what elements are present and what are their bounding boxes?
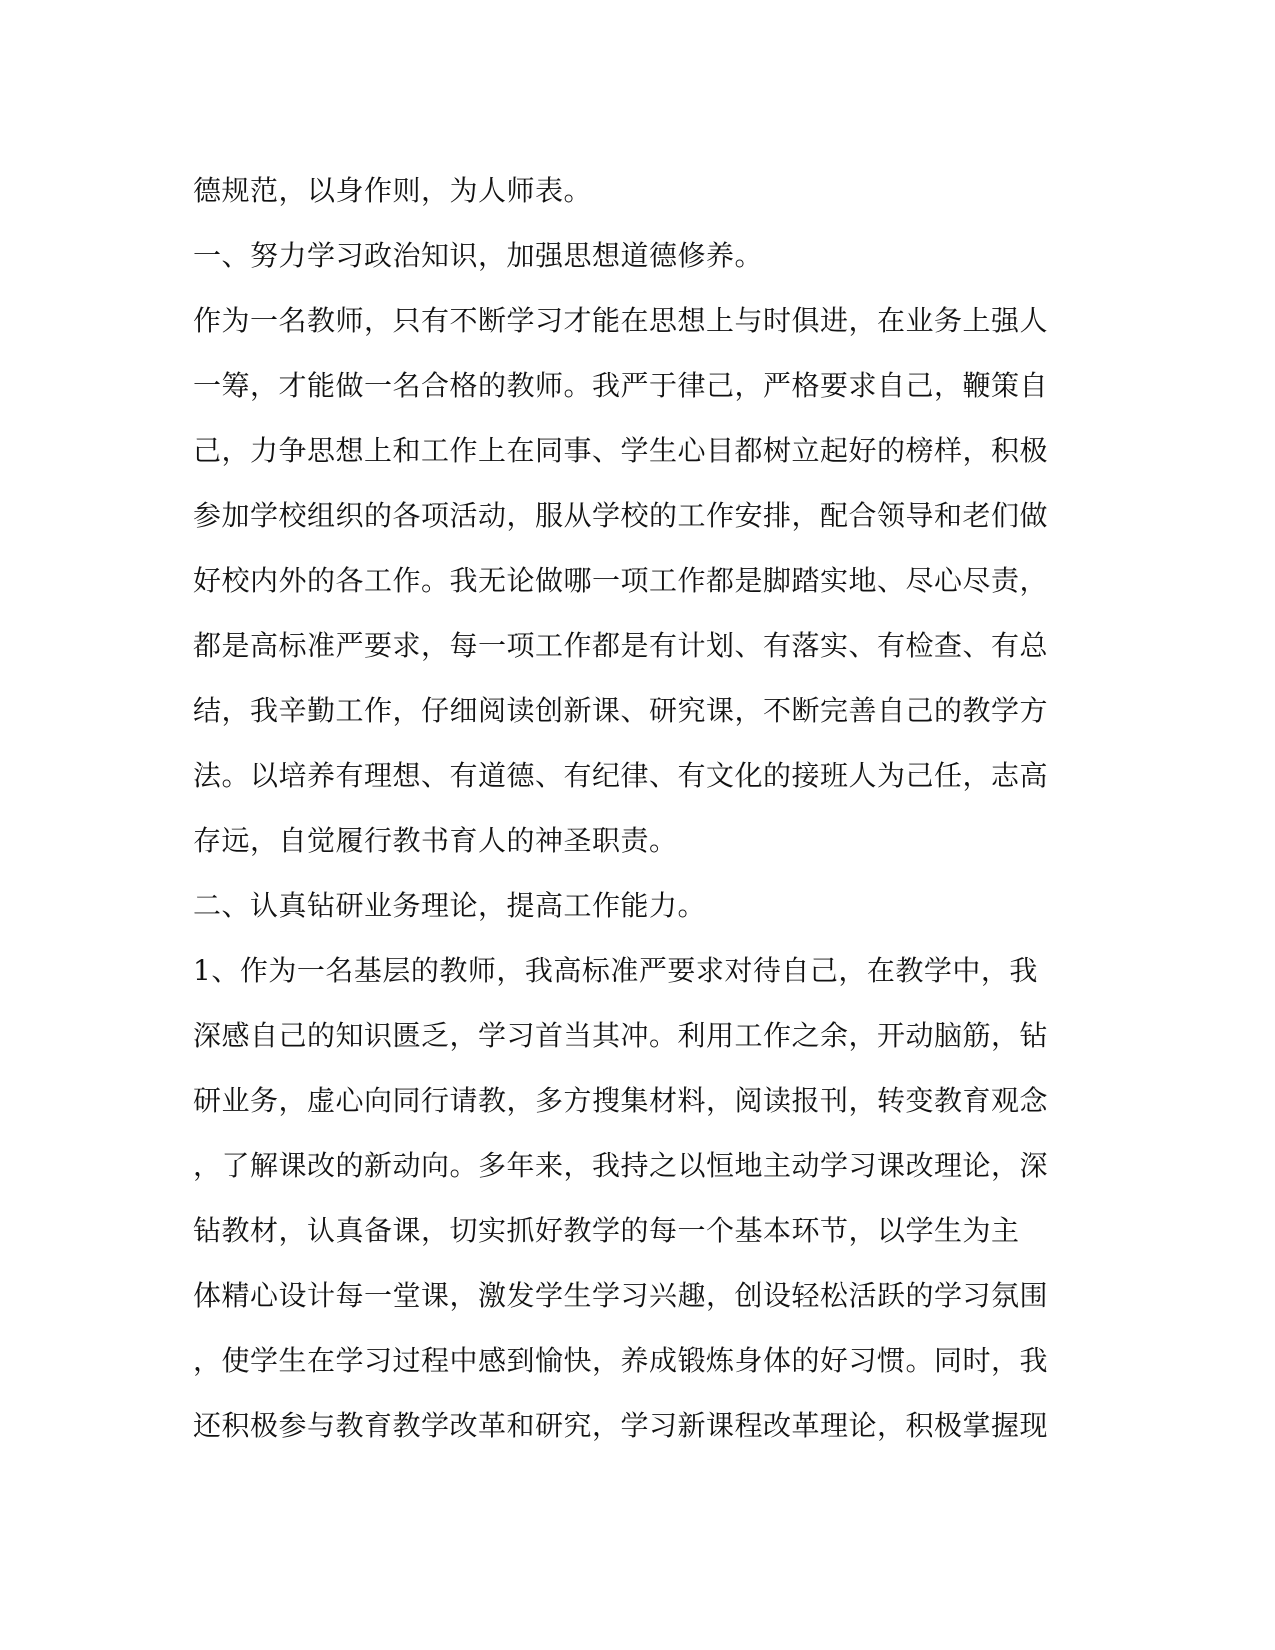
text-line: 深感自己的知识匮乏，学习首当其冲。利用工作之余，开动脑筋，钻	[193, 1019, 1049, 1052]
text-line: 好校内外的各工作。我无论做哪一项工作都是脚踏实地、尽心尽责，	[193, 564, 1049, 597]
text-line: 1、作为一名基层的教师，我高标准严要求对待自己，在教学中，我	[193, 954, 1038, 987]
text-line: 存远，自觉履行教书育人的神圣职责。	[193, 824, 678, 857]
section-heading-1: 一、努力学习政治知识，加强思想道德修养。	[193, 239, 764, 272]
text-line: 还积极参与教育教学改革和研究，学习新课程改革理论，积极掌握现	[193, 1409, 1049, 1442]
text-line: 结，我辛勤工作，仔细阅读创新课、研究课，不断完善自己的教学方	[193, 694, 1049, 727]
body-text	[193, 158, 1073, 1458]
text-line: ，使学生在学习过程中感到愉快，养成锻炼身体的好习惯。同时，我	[193, 1344, 1049, 1377]
text-line: 己，力争思想上和工作上在同事、学生心目都树立起好的榜样，积极	[193, 434, 1049, 467]
text-line: ，了解课改的新动向。多年来，我持之以恒地主动学习课改理论，深	[193, 1149, 1049, 1182]
text-line: 作为一名教师，只有不断学习才能在思想上与时俱进，在业务上强人	[193, 304, 1049, 337]
section-heading-2: 二、认真钻研业务理论，提高工作能力。	[193, 889, 707, 922]
text-line: 体精心设计每一堂课，激发学生学习兴趣，创设轻松活跃的学习氛围	[193, 1279, 1049, 1312]
text-line: 都是高标准严要求，每一项工作都是有计划、有落实、有检查、有总	[193, 629, 1049, 662]
text-line: 一筹，才能做一名合格的教师。我严于律己，严格要求自己，鞭策自	[193, 369, 1049, 402]
text-line: 德规范，以身作则，为人师表。	[193, 174, 593, 207]
text-line: 钻教材，认真备课，切实抓好教学的每一个基本环节，以学生为主	[193, 1214, 1020, 1247]
text-line: 参加学校组织的各项活动，服从学校的工作安排，配合领导和老们做	[193, 499, 1049, 532]
text-line: 研业务，虚心向同行请教，多方搜集材料，阅读报刊，转变教育观念	[193, 1084, 1049, 1117]
text-line: 法。以培养有理想、有道德、有纪律、有文化的接班人为己任，志高	[193, 759, 1049, 792]
